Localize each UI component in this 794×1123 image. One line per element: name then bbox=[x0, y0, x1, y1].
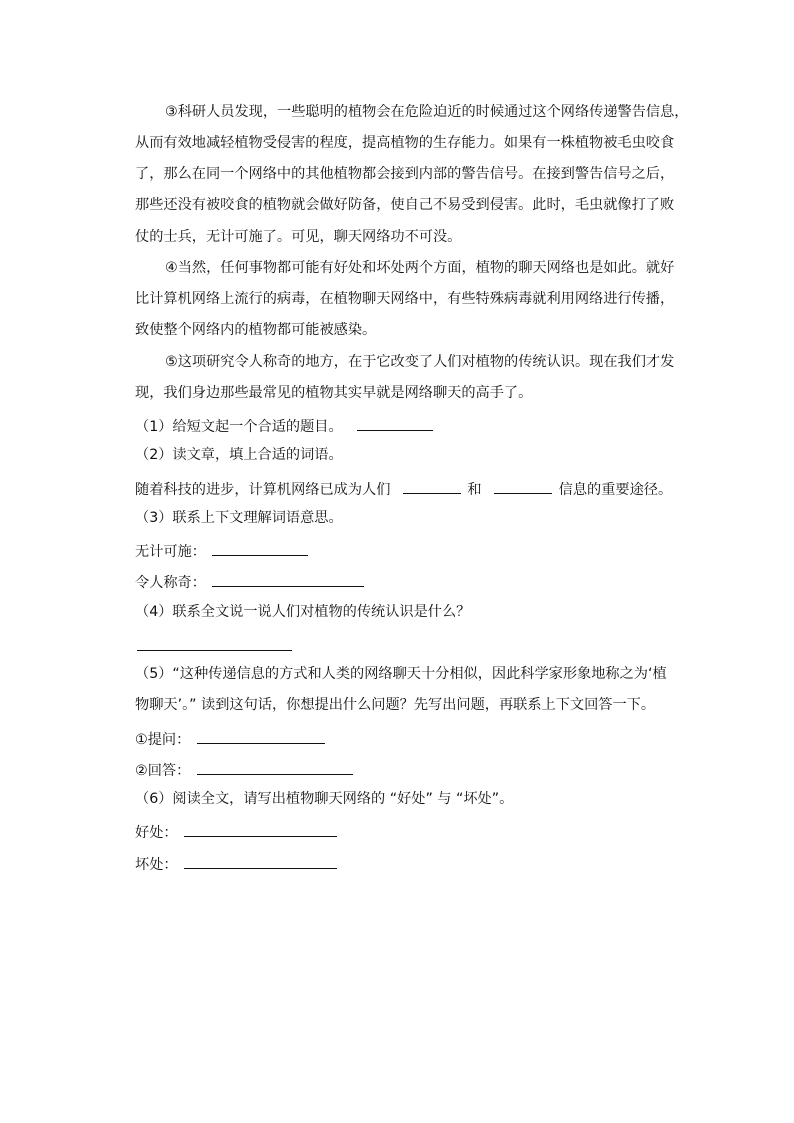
question-2-and: 和 bbox=[467, 482, 482, 498]
question-5-answer-blank[interactable] bbox=[197, 758, 353, 775]
paragraph-3-line-4: 那些还没有被咬食的植物就会做好防备，使自己不易受到侵害。此时，毛虫就像打了败 bbox=[135, 197, 675, 213]
paragraph-5-line-1: ⑤这项研究令人称奇的地方，在于它改变了人们对植物的传统认识。现在我们才发 bbox=[165, 354, 675, 370]
paragraph-3-line-1: ③科研人员发现，一些聪明的植物会在危险迫近的时候通过这个网络传递警告信息， bbox=[165, 104, 689, 120]
question-4: （4）联系全文说一说人们对植物的传统认识是什么？ bbox=[135, 604, 471, 620]
question-3: （3）联系上下文理解词语意思。 bbox=[135, 510, 343, 526]
question-3-word-1-label: 无计可施： bbox=[135, 544, 206, 560]
paragraph-3-line-2: 从而有效地减轻植物受侵害的程度，提高植物的生存能力。如果有一株植物被毛虫咬食 bbox=[135, 135, 675, 151]
question-6: （6）阅读全文，请写出植物聊天网络的 “好处” 与 “坏处”。 bbox=[135, 791, 514, 807]
question-1-answer-blank[interactable] bbox=[357, 414, 433, 431]
question-6-bad-label: 坏处： bbox=[135, 857, 178, 873]
question-6-good-blank[interactable] bbox=[184, 820, 337, 837]
paragraph-4-line-3: 致使整个网络内的植物都可能被感染。 bbox=[135, 322, 377, 338]
question-2-fill-line bbox=[135, 477, 672, 500]
question-2-suffix: 信息的重要途径。 bbox=[558, 482, 673, 498]
question-3-word-2 bbox=[135, 570, 366, 593]
question-1-text: （1）给短文起一个合适的题目。 bbox=[135, 419, 343, 435]
question-3-word-2-blank[interactable] bbox=[212, 570, 364, 587]
question-5-answer bbox=[135, 758, 355, 781]
paragraph-3-line-3: 了，那么在同一个网络中的其他植物都会接到内部的警告信号。在接到警告信号之后， bbox=[135, 166, 675, 182]
question-6-good bbox=[135, 820, 339, 843]
paragraph-3-line-5: 仗的士兵，无计可施了。可见，聊天网络功不可没。 bbox=[135, 229, 462, 245]
question-3-word-2-label: 令人称奇： bbox=[135, 575, 206, 591]
question-3-word-1 bbox=[135, 539, 310, 562]
question-5-line-1: （5）“这种传递信息的方式和人类的网络聊天十分相似，因此科学家形象地称之为‘植 bbox=[135, 666, 667, 682]
question-5-ask-label: ①提问： bbox=[135, 732, 191, 748]
question-5-ask bbox=[135, 727, 327, 750]
paragraph-4-line-2: 比计算机网络上流行的病毒，在植物聊天网络中，有些特殊病毒就利用网络进行传播， bbox=[135, 291, 675, 307]
question-1 bbox=[135, 414, 435, 437]
question-3-word-1-blank[interactable] bbox=[212, 539, 308, 556]
question-2-blank-2[interactable] bbox=[494, 477, 552, 494]
question-6-bad-blank[interactable] bbox=[184, 852, 337, 869]
question-6-bad bbox=[135, 852, 339, 875]
paragraph-4-line-1: ④当然，任何事物都可能有好处和坏处两个方面，植物的聊天网络也是如此。就好 bbox=[165, 260, 675, 276]
question-6-good-label: 好处： bbox=[135, 825, 178, 841]
question-2: （2）读文章，填上合适的词语。 bbox=[135, 447, 343, 463]
question-5-line-2: 物聊天’。” 读到这句话，你想提出什么问题？先写出问题，再联系上下文回答一下。 bbox=[135, 697, 656, 713]
question-4-answer-blank[interactable] bbox=[137, 650, 292, 651]
question-2-blank-1[interactable] bbox=[403, 477, 461, 494]
paragraph-5-line-2: 现，我们身边那些最常见的植物其实早就是网络聊天的高手了。 bbox=[135, 385, 533, 401]
question-5-ask-blank[interactable] bbox=[197, 727, 325, 744]
question-2-prefix: 随着科技的进步，计算机网络已成为人们 bbox=[135, 482, 391, 498]
question-5-answer-label: ②回答： bbox=[135, 763, 191, 779]
